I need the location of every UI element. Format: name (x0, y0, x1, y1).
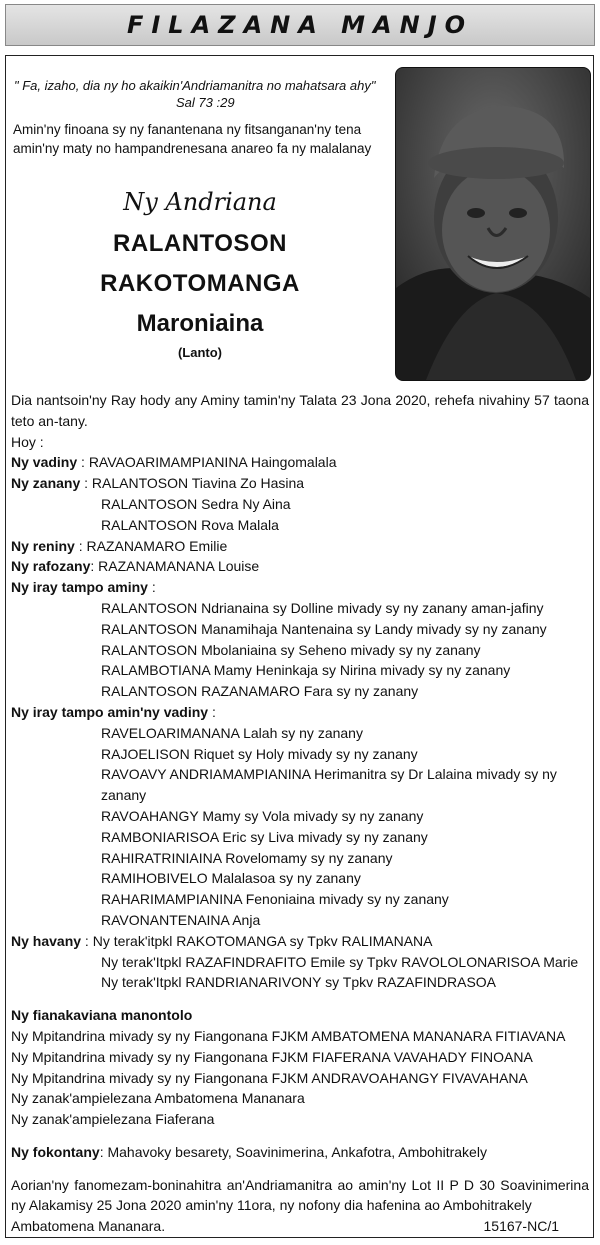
mother-label: Ny reniny (11, 537, 75, 554)
children-line (11, 473, 589, 494)
spouse-sibling-item: RAVONANTENAINA Anja (101, 911, 261, 928)
relatives-line (11, 931, 589, 952)
verse-reference: Sal 73 :29 (176, 95, 235, 110)
deceased-given-name: Maroniaina (136, 310, 264, 337)
mother-sep: : (74, 537, 87, 554)
sibling-item: RALANTOSON Manamihaja Nantenaina sy Landy mivady sy ny zanany (101, 620, 547, 637)
relatives-sep: : (81, 932, 89, 949)
intro-text: Amin'ny finoana sy ny fanantenana ny fitsanganan'ny tena amin'ny maty no hampandrenesana anareo fa ny malalanay (13, 122, 372, 156)
closing-text: Aorian'ny fanomezam-boninahitra an'Andriamanitra ao amin'ny Lot II P D 30 Soavinimerina ny Alakamisy 25 Jona 2020 amin'ny 11ora, ny nofony dia hafenina ao Ambohitrakely (11, 1176, 589, 1214)
deceased-photo (395, 67, 591, 381)
spouse-line (11, 452, 589, 473)
mother-line (11, 536, 589, 557)
spouse-sibling-item: RAHIRATRINIAINA Rovelomamy sy ny zanany (101, 849, 393, 866)
spouse-siblings-label: Ny iray tampo amin'ny vadiny (11, 703, 209, 720)
hoy-line: Hoy : (11, 433, 44, 450)
deceased-nickname: (Lanto) (177, 345, 223, 360)
sibling-item: RALAMBOTIANA Mamy Heninkaja sy Nirina mivady sy ny zanany (101, 662, 511, 679)
fokontany-value: Mahavoky besarety, Soavinimerina, Ankafotra, Ambohitrakely (107, 1143, 487, 1160)
spouse-sibling-item: RAMBONIARISOA Eric sy Liva mivady sy ny zanany (101, 828, 428, 845)
spouse-sibling-item: RAVOAVY ANDRIAMAMPIANINA Herimanitra sy Dr Lalaina mivady sy ny zanany (101, 766, 557, 804)
children-sep: : (80, 475, 92, 492)
spouse-sibling-item: RAHARIMAMPIANINA Fenoniaina mivady sy ny zanany (101, 891, 449, 908)
relative-item: Ny terak'Itpkl RANDRIANARIVONY sy Tpkv RAZAFINDRASOA (101, 974, 497, 991)
deceased-surname-2: RAKOTOMANGA (100, 270, 300, 297)
spouse-sibling-item: RAVOAHANGY Mamy sy Vola mivady sy ny zanany (101, 807, 424, 824)
children-label: Ny zanany (11, 475, 81, 492)
in-law-label: Ny rafozany (11, 558, 91, 575)
fokontany-line (11, 1142, 589, 1163)
closing-place: Ambatomena Mananara. (11, 1218, 166, 1235)
in-law-value: RAZANAMANANA Louise (98, 558, 260, 575)
spouse-siblings-heading (11, 702, 589, 723)
spouse-sep: : (77, 454, 89, 471)
spouse-sibling-item: RAJOELISON Riquet sy Holy mivady sy ny zanany (101, 745, 418, 762)
family-label: Ny fianakaviana manontolo (11, 1007, 193, 1024)
children-item: RALANTOSON Sedra Ny Aina (101, 495, 291, 512)
relatives-label: Ny havany (11, 932, 82, 949)
mother-value: RAZANAMARO Emilie (86, 537, 228, 554)
notice-title: FILAZANA MANJO (126, 11, 474, 39)
in-law-line (11, 556, 589, 577)
family-item: Ny Mpitandrina mivady sy ny Fiangonana FJKM FIAFERANA VAVAHADY FINOANA (11, 1048, 533, 1065)
verse-quote: " Fa, izaho, dia ny ho akaikin'Andriamanitra no mahatsara ahy" (14, 78, 376, 93)
spouse-siblings-sep: : (208, 703, 216, 720)
bible-verse (14, 77, 394, 111)
siblings-sep: : (147, 579, 156, 596)
deceased-surname: RALANTOSON (113, 230, 287, 257)
relative-item: Ny terak'itpkl RAKOTOMANGA sy Tpkv RALIMANANA (92, 932, 433, 949)
family-item: Ny Mpitandrina mivady sy ny Fiangonana FJKM ANDRAVOAHANGY FIVAVAHANA (11, 1069, 528, 1086)
sibling-item: RALANTOSON RAZANAMARO Fara sy ny zanany (101, 683, 419, 700)
fokontany-label: Ny fokontany (11, 1143, 100, 1160)
honorific: Ny Andriana (123, 188, 277, 216)
spouse-label: Ny vadiny (11, 454, 78, 471)
closing-last-line (11, 1216, 589, 1237)
fokontany-sep: : (99, 1143, 108, 1160)
family-item: Ny zanak'ampielezana Fiaferana (11, 1111, 215, 1128)
family-item: Ny zanak'ampielezana Ambatomena Mananara (11, 1090, 305, 1107)
children-item: RALANTOSON Tiavina Zo Hasina (91, 475, 305, 492)
siblings-label: Ny iray tampo aminy (11, 579, 148, 596)
notice-header (5, 4, 595, 46)
sibling-item: RALANTOSON Ndrianaina sy Dolline mivady sy ny zanany aman-jafiny (101, 599, 544, 616)
notice-reference: 15167-NC/1 (483, 1218, 559, 1235)
death-announcement: Dia nantsoin'ny Ray hody any Aminy tamin'ny Talata 23 Jona 2020, rehefa nivahiny 57 taona teto an-tany. (11, 392, 589, 429)
sibling-item: RALANTOSON Mbolaniaina sy Seheno mivady sy ny zanany (101, 641, 481, 658)
siblings-heading (11, 577, 589, 598)
spouse-value: RAVAOARIMAMPIANINA Haingomalala (88, 454, 337, 471)
spouse-sibling-item: RAMIHOBIVELO Malalasoa sy ny zanany (101, 870, 361, 887)
notice-body (11, 390, 589, 1237)
spouse-sibling-item: RAVELOARIMANANA Lalah sy ny zanany (101, 724, 363, 741)
family-item: Ny Mpitandrina mivady sy ny Fiangonana FJKM AMBATOMENA MANANARA FITIAVANA (11, 1027, 566, 1044)
in-law-sep: : (90, 558, 99, 575)
relative-item: Ny terak'Itpkl RAZAFINDRAFITO Emile sy Tpkv RAVOLOLONARISOA Marie (101, 953, 579, 970)
children-item: RALANTOSON Rova Malala (101, 516, 279, 533)
